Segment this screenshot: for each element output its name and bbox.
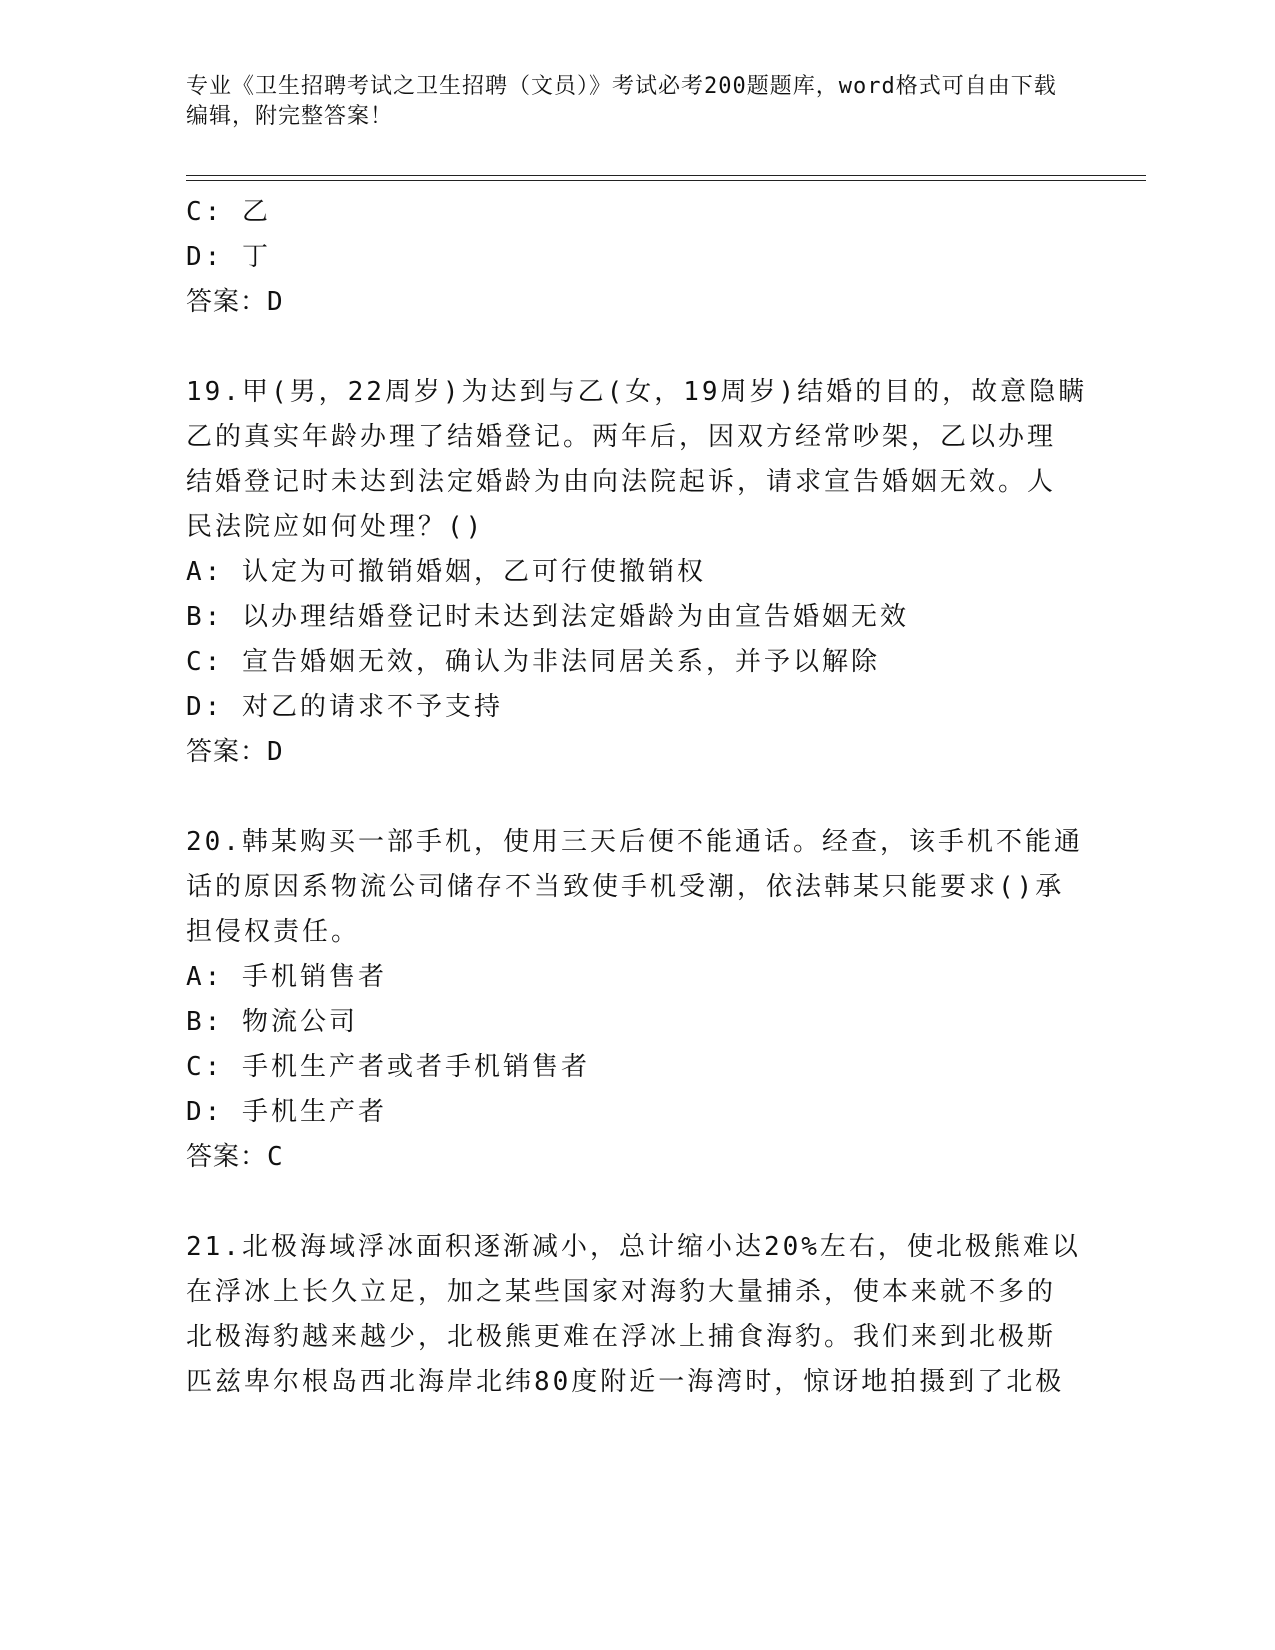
question-text-line: 19.甲(男，22周岁)为达到与乙(女，19周岁)结婚的目的，故意隐瞒 [186, 377, 1088, 407]
option-c: C: 宣告婚姻无效，确认为非法同居关系，并予以解除 [186, 647, 880, 677]
answer: 答案：C [186, 1142, 284, 1172]
prev-answer: 答案：D [186, 287, 284, 317]
question-19 [186, 370, 1086, 775]
option-d: D: 对乙的请求不予支持 [186, 692, 503, 722]
question-text-line: 在浮冰上长久立足，加之某些国家对海豹大量捕杀，使本来就不多的 [186, 1277, 1057, 1307]
question-20 [186, 820, 1086, 1180]
option-b: B: 物流公司 [186, 1007, 358, 1037]
answer: 答案：D [186, 737, 284, 767]
question-text-line: 北极海豹越来越少，北极熊更难在浮冰上捕食海豹。我们来到北极斯 [186, 1322, 1057, 1352]
option-c: C: 手机生产者或者手机销售者 [186, 1052, 590, 1082]
question-text-line: 担侵权责任。 [186, 917, 361, 947]
option-d: D: 手机生产者 [186, 1097, 387, 1127]
prev-option-c: C: 乙 [186, 197, 271, 227]
document-body [186, 190, 1086, 1405]
option-a: A: 认定为可撤销婚姻，乙可行使撤销权 [186, 557, 706, 587]
question-text-line: 民法院应如何处理？() [186, 512, 485, 542]
header-rule-top [186, 175, 1146, 176]
question-text-line: 20.韩某购买一部手机，使用三天后便不能通话。经查，该手机不能通 [186, 827, 1083, 857]
header-rule-bottom [186, 180, 1146, 181]
question-text-line: 话的原因系物流公司储存不当致使手机受潮，依法韩某只能要求()承 [186, 872, 1065, 902]
question-21 [186, 1225, 1086, 1405]
option-a: A: 手机销售者 [186, 962, 387, 992]
question-text-line: 乙的真实年龄办理了结婚登记。两年后，因双方经常吵架，乙以办理 [186, 422, 1057, 452]
option-b: B: 以办理结婚登记时未达到法定婚龄为由宣告婚姻无效 [186, 602, 909, 632]
prev-option-d: D: 丁 [186, 242, 271, 272]
question-text-line: 结婚登记时未达到法定婚龄为由向法院起诉，请求宣告婚姻无效。人 [186, 467, 1057, 497]
question-text-line: 21.北极海域浮冰面积逐渐减小，总计缩小达20%左右，使北极熊难以 [186, 1232, 1081, 1262]
page-header: 专业《卫生招聘考试之卫生招聘（文员）》考试必考200题题库，word格式可自由下载编辑，附完整答案！ [186, 74, 1057, 129]
question-text-line: 匹兹卑尔根岛西北海岸北纬80度附近一海湾时，惊讶地拍摄到了北极 [186, 1367, 1065, 1397]
